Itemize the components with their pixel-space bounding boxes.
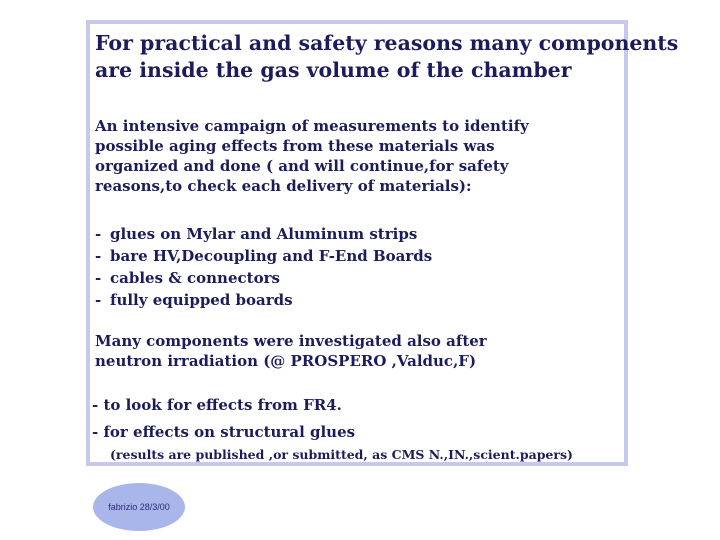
list-item [95,245,595,267]
intro-line: An intensive campaign of measurements to identify [95,117,529,135]
list-item [95,289,595,311]
irradiation-line: neutron irradiation (@ PROSPERO ,Valduc,F) [95,352,477,370]
list-item [95,223,595,245]
list-item [95,267,595,289]
list-item-text: bare HV,Decoupling and F-End Boards [110,247,433,265]
author-badge-label: fabrizio 28/3/00 [108,502,170,512]
bullet-marker: - [95,225,102,243]
materials-list [95,223,595,311]
purpose-glues: - for effects on structural glues [92,423,356,441]
title-line: are inside the gas volume of the chamber [95,58,572,82]
bullet-marker: - [95,291,102,309]
intro-paragraph [95,116,625,196]
list-item-text: fully equipped boards [110,291,293,309]
intro-line: organized and done ( and will continue,for safety [95,157,509,175]
irradiation-line: Many components were investigated also after [95,332,487,350]
irradiation-paragraph [95,331,625,371]
intro-line: possible aging effects from these materials was [95,137,495,155]
list-item-text: glues on Mylar and Aluminum strips [110,225,418,243]
list-item-text: cables & connectors [110,269,280,287]
intro-line: reasons,to check each delivery of materials): [95,177,472,195]
title-line: For practical and safety reasons many components [95,31,679,55]
author-badge [93,483,185,531]
bullet-marker: - [95,269,102,287]
bullet-marker: - [95,247,102,265]
results-note: (results are published ,or submitted, as CMS N.,IN.,scient.papers) [110,447,573,462]
slide-title [95,30,679,84]
purpose-fr4: - to look for effects from FR4. [92,396,342,414]
